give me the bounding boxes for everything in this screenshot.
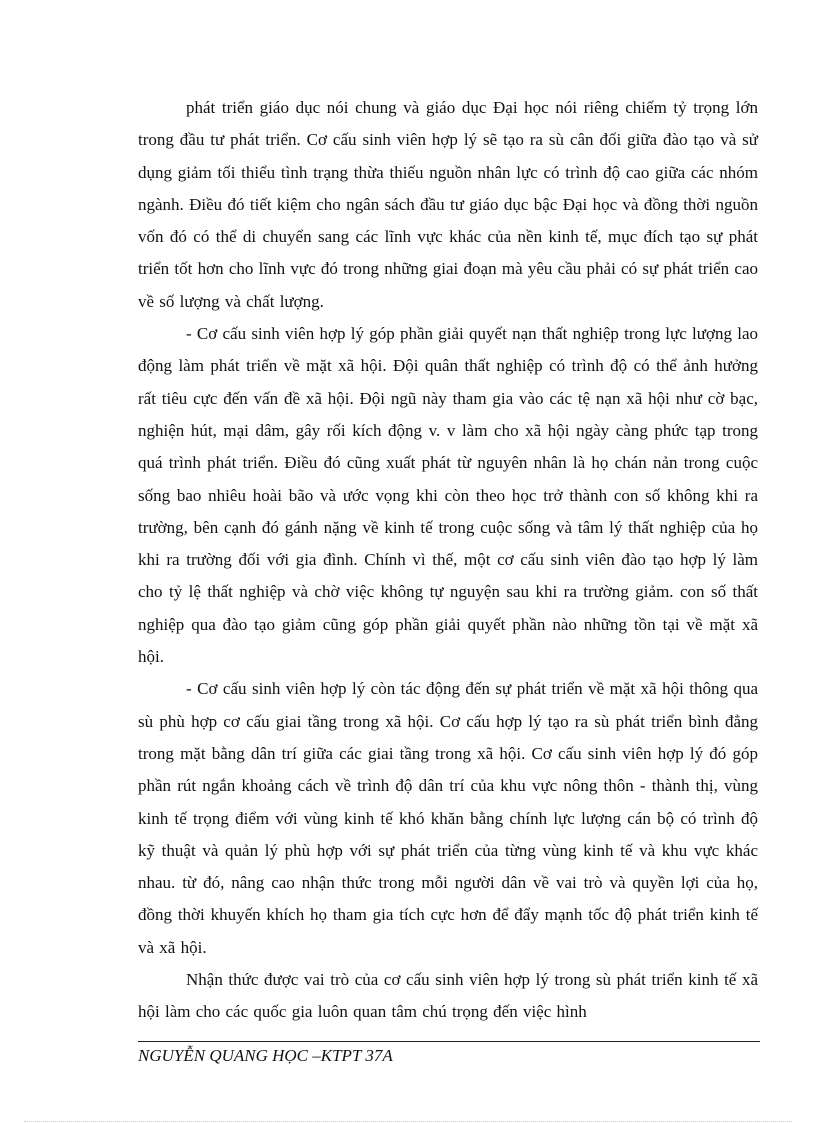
- paragraph-3: - Cơ cấu sinh viên hợp lý còn tác động đến sự phát triển về mặt xã hội thông qua sù phù hợp cơ cấu giai tầng trong xã hội. Cơ cấu hợp lý tạo ra sù phát triển bình đẳng trong mặt bằng dân trí giữa các giai tầng trong xã hội. Cơ cấu sinh viên hợp lý đó góp phần rút ngắn khoảng cách về trình độ dân trí của khu vực nông thôn - thành thị, vùng kinh tế trọng điểm với vùng kinh tế khó khăn bằng chính lực lượng cán bộ có trình độ kỹ thuật và quản lý phù hợp với sự phát triển của từng vùng kinh tế và khu vực khác nhau. từ đó, nâng cao nhận thức trong mỗi người dân về vai trò và quyền lợi của họ, đồng thời khuyến khích họ tham gia tích cực hơn để đẩy mạnh tốc độ phát triển kinh tế và xã hội.: [138, 679, 758, 957]
- page-bottom-border: [24, 1121, 792, 1122]
- paragraph-2: - Cơ cấu sinh viên hợp lý góp phần giải quyết nạn thất nghiệp trong lực lượng lao động làm phát triển về mặt xã hội. Đội quân thất nghiệp có trình độ có thể ảnh hưởng rất tiêu cực đến vấn đề xã hội. Đội ngũ này tham gia vào các tệ nạn xã hội như cờ bạc, nghiện hút, mại dâm, gây rối kích động v. v làm cho xã hội ngày càng phức tạp trong quá trình phát triển. Điều đó cũng xuất phát từ nguyên nhân là họ chán nản trong cuộc sống bao nhiêu hoài bão và ước vọng khi còn theo học trở thành con số không khi ra trường, bên cạnh đó gánh nặng về kinh tế trong cuộc sống và tâm lý thất nghiệp của họ khi ra trường đối với gia đình. Chính vì thế, một cơ cấu sinh viên đào tạo hợp lý làm cho tỷ lệ thất nghiệp và chờ việc không tự nguyện sau khi ra trường giảm. con số thất nghiệp qua đào tạo giảm cũng góp phần giải quyết phần nào những tồn tại về mặt xã hội.: [138, 324, 758, 667]
- footer-author: NGUYỄN QUANG HỌC –KTPT 37A: [138, 1046, 393, 1065]
- body-text: [138, 92, 758, 1029]
- paragraph-4: Nhận thức được vai trò của cơ cấu sinh viên hợp lý trong sù phát triển kinh tế xã hội làm cho các quốc gia luôn quan tâm chú trọng đến việc hình: [138, 970, 758, 1022]
- footer-divider: [138, 1041, 760, 1042]
- paragraph-1: phát triển giáo dục nói chung và giáo dục Đại học nói riêng chiếm tỷ trọng lớn trong đầu tư phát triển. Cơ cấu sinh viên hợp lý sẽ tạo ra sù cân đối giữa đào tạo và sử dụng giảm tối thiểu tình trạng thừa thiếu nguồn nhân lực có trình độ cao giữa các nhóm ngành. Điều đó tiết kiệm cho ngân sách đầu tư giáo dục bậc Đại học và đồng thời nguồn vốn đó có thể di chuyển sang các lĩnh vực khác của nền kinh tế, mục đích tạo sự phát triển tốt hơn cho lĩnh vực đó trong những giai đoạn mà yêu cầu phải có sự phát triển cao về số lượng và chất lượng.: [138, 98, 758, 311]
